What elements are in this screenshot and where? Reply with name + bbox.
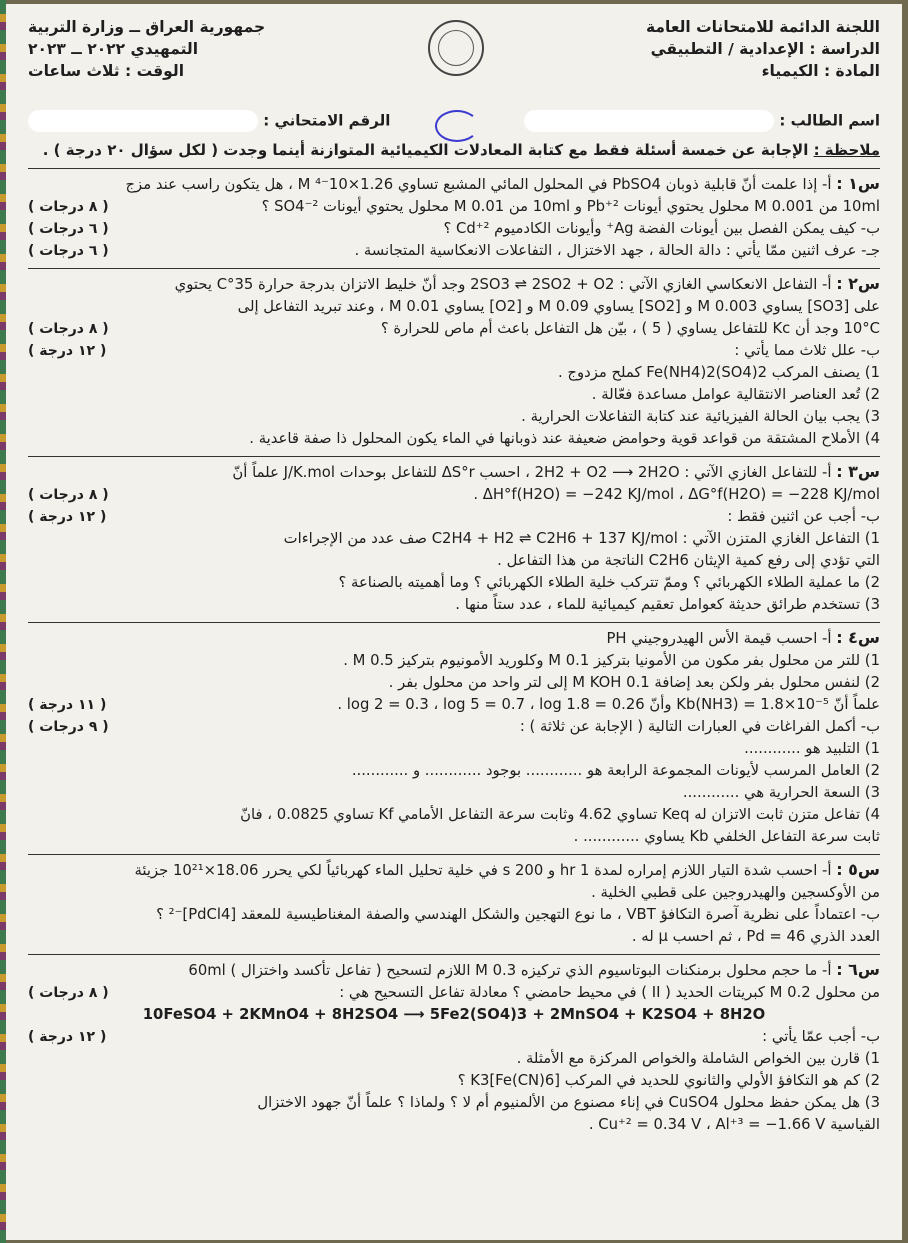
question-text: أ- احسب قيمة الأس الهيدروجيني PH — [606, 630, 832, 647]
question-line — [28, 1070, 880, 1092]
question-line — [28, 926, 880, 948]
question-line — [28, 1048, 880, 1070]
question-number: س١ : — [836, 174, 880, 193]
question-text: 1) التفاعل الغازي المتزن الآتي : C2H4 + H2 ⇌ C2H6 + 137 KJ/mol صف عدد من الإجراءات — [283, 530, 880, 547]
grade-label: ( ١١ درجة ) — [28, 697, 107, 713]
question-text: ب- كيف يمكن الفصل بين أيونات الفضة Ag⁺ وأيونات الكادميوم Cd⁺² ؟ — [443, 220, 880, 237]
question-line — [28, 782, 880, 804]
question-text: ΔH°f(H2O) = −242 KJ/mol ، ΔG°f(H2O) = −228 KJ/mol . — [473, 486, 880, 503]
committee-info — [646, 16, 880, 82]
grade-label: ( ٦ درجات ) — [28, 243, 109, 259]
year-line: التمهيدي ٢٠٢٢ ــ ٢٠٢٣ — [28, 40, 199, 58]
question-number: س٣ : — [836, 462, 880, 481]
question-text: 2) العامل المرسب لأيونات المجموعة الرابعة هو ............ بوجود ............ و ............ — [351, 762, 880, 779]
question-separator — [28, 268, 880, 269]
question-line — [28, 528, 880, 550]
question-line — [28, 627, 880, 650]
question-line — [28, 484, 880, 506]
grade-label: ( ١٢ درجة ) — [28, 1029, 107, 1045]
question-text: ثابت سرعة التفاعل الخلفي Kb يساوي ............ . — [573, 828, 880, 845]
question-separator — [28, 456, 880, 457]
question-text: على [SO3] يساوي 0.003 M و [SO2] يساوي 0.09 M و [O2] يساوي 0.01 M ، وعند تبريد التفاعل إلى — [237, 298, 880, 315]
grade-label: ( ٨ درجات ) — [28, 487, 109, 503]
question-text: من محلول 0.2 M كبريتات الحديد ( II ) في محيط حامضي ؟ معادلة تفاعل التسحيح هي : — [339, 984, 880, 1001]
grade-label: ( ٩ درجات ) — [28, 719, 109, 735]
exam-header — [28, 16, 880, 112]
question-separator — [28, 168, 880, 169]
question-block — [28, 859, 880, 948]
question-line — [28, 273, 880, 296]
question-text: التي تؤدي إلى رفع كمية الإيثان C2H6 الناتجة من هذا التفاعل . — [497, 552, 880, 569]
question-line — [28, 1114, 880, 1136]
question-text: ب- أجب عمّا يأتي : — [762, 1028, 880, 1045]
question-line — [28, 804, 880, 826]
question-line — [28, 982, 880, 1004]
question-block — [28, 461, 880, 616]
question-line — [28, 760, 880, 782]
question-text: القياسية Cu⁺² = 0.34 V ، Al⁺³ = −1.66 V . — [588, 1116, 880, 1133]
question-text: 1) للتر من محلول بفر مكون من الأمونيا بتركيز 0.1 M وكلوريد الأمونيوم بتركيز 0.5 M . — [343, 652, 880, 669]
grade-label: ( ٨ درجات ) — [28, 985, 109, 1001]
question-text: 1) قارن بين الخواص الشاملة والخواص المركزة مع الأمثلة . — [516, 1050, 880, 1067]
question-line — [28, 240, 880, 262]
question-text: 3) يجب بيان الحالة الفيزيائية عند كتابة التفاعلات الحرارية . — [521, 408, 880, 425]
committee-line: اللجنة الدائمة للامتحانات العامة — [646, 18, 880, 36]
question-line — [28, 1004, 880, 1026]
question-line — [28, 859, 880, 882]
question-line — [28, 196, 880, 218]
question-line — [28, 428, 880, 450]
subject-line: المادة : الكيمياء — [761, 62, 880, 80]
question-line — [28, 572, 880, 594]
question-text: 3) السعة الحرارية هي ............ — [682, 784, 880, 801]
question-separator — [28, 854, 880, 855]
grade-label: ( ٨ درجات ) — [28, 199, 109, 215]
question-line — [28, 1026, 880, 1048]
exam-sheet — [6, 4, 902, 1240]
exam-number-label: الرقم الامتحاني : — [263, 111, 391, 130]
grade-label: ( ١٢ درجة ) — [28, 509, 107, 525]
ministry-seal-icon — [428, 20, 484, 76]
questions-list — [28, 168, 880, 1136]
question-text: 2) ما عملية الطلاء الكهربائي ؟ وممّ تتركب خلية الطلاء الكهربائي ؟ وما أهميته بالصناعة ؟ — [338, 574, 880, 591]
question-text: 4) تفاعل متزن ثابت الاتزان له Keq تساوي 4.62 وثابت سرعة التفاعل الأمامي Kf تساوي 0.0825 ، فانّ — [240, 806, 880, 823]
ministry-info — [28, 16, 265, 82]
question-text: من الأوكسجين والهيدروجين على قطبي الخلية . — [591, 884, 880, 901]
question-line — [28, 550, 880, 572]
question-line — [28, 406, 880, 428]
question-number: س٢ : — [836, 274, 880, 293]
student-name-label: اسم الطالب : — [779, 111, 880, 130]
question-text: 1) التلبيد هو ............ — [744, 740, 880, 757]
redacted-exam-number — [28, 110, 258, 132]
question-text: أ- احسب شدة التيار اللازم إمراره لمدة 1 hr و 200 s في خلية تحليل الماء كهربائياً لكي يحرر 18.06×10²¹ جزيئة — [134, 862, 832, 879]
question-text: 2) لنفس محلول بفر ولكن بعد إضافة 0.1 M KOH إلى لتر واحد من محلول بفر . — [388, 674, 880, 691]
question-text: ب- اعتماداً على نظرية آصرة التكافؤ VBT ، ما نوع التهجين والشكل الهندسي والصفة المغناطيسية للمعقد [PdCl4]⁻² ؟ — [156, 906, 880, 923]
question-line — [28, 173, 880, 196]
redacted-name — [524, 110, 774, 132]
question-number: س٤ : — [836, 628, 880, 647]
question-line — [28, 461, 880, 484]
question-text: 3) تستخدم طرائق حديثة كعوامل تعقيم كيميائية للماء ، عدد ستاً منها . — [455, 596, 880, 613]
question-block — [28, 627, 880, 848]
question-line — [28, 362, 880, 384]
exam-number-field — [28, 110, 390, 136]
question-text: 4) الأملاح المشتقة من قواعد قوية وحوامض ضعيفة عند ذوبانها في الماء يكون المحلول ذا صفة قاعدية . — [249, 430, 880, 447]
note-text: الإجابة عن خمسة أسئلة فقط مع كتابة المعادلات الكيميائية المتوازنة أينما وجدت ( لكل سؤال ٢٠ درجة ) . — [42, 141, 809, 159]
question-text: 10°C وجد أن Kc للتفاعل يساوي ( 5 ) ، بيّن هل التفاعل باعث أم ماص للحرارة ؟ — [380, 320, 880, 337]
question-text: جـ- عرف اثنين ممّا يأتي : دالة الحالة ، جهد الاختزال ، التفاعلات الانعكاسية المتجانسة . — [354, 242, 880, 259]
question-text: 2) تُعد العناصر الانتقالية عوامل مساعدة فعّالة . — [591, 386, 880, 403]
question-line — [28, 506, 880, 528]
question-text: 2) كم هو التكافؤ الأولي والثانوي للحديد في المركب K3[Fe(CN)6] ؟ — [457, 1072, 880, 1089]
note-label: ملاحظة : — [813, 141, 880, 159]
question-line — [28, 904, 880, 926]
question-separator — [28, 954, 880, 955]
question-text: ب- أجب عن اثنين فقط : — [727, 508, 880, 525]
question-block — [28, 273, 880, 450]
question-line — [28, 1092, 880, 1114]
question-line — [28, 959, 880, 982]
question-line — [28, 882, 880, 904]
exam-note — [28, 138, 880, 162]
grade-label: ( ٨ درجات ) — [28, 321, 109, 337]
question-line — [28, 218, 880, 240]
question-line — [28, 716, 880, 738]
student-info-row — [28, 110, 880, 136]
question-text: 3) هل يمكن حفظ محلول CuSO4 في إناء مصنوع من الألمنيوم أم لا ؟ ولماذا ؟ علماً أنّ جهود الاختزال — [257, 1094, 880, 1111]
question-block — [28, 173, 880, 262]
question-line — [28, 650, 880, 672]
question-line — [28, 318, 880, 340]
question-text: أ- للتفاعل الغازي الآتي : 2H2 + O2 ⟶ 2H2O ، احسب ΔS°r للتفاعل بوحدات J/K.mol علماً أنّ — [232, 464, 832, 481]
question-line — [28, 738, 880, 760]
study-line: الدراسة : الإعدادية / التطبيقي — [650, 40, 880, 58]
question-line — [28, 672, 880, 694]
question-line — [28, 340, 880, 362]
question-text: أ- إذا علمت أنّ قابلية ذوبان PbSO4 في المحلول المائي المشبع تساوي 1.26×10⁻⁴ M ، هل يتكون راسب عند مزج — [125, 176, 832, 193]
question-text: 10FeSO4 + 2KMnO4 + 8H2SO4 ⟶ 5Fe2(SO4)3 + 2MnSO4 + K2SO4 + 8H2O — [142, 1006, 766, 1023]
question-text: ب- علل ثلاث مما يأتي : — [734, 342, 880, 359]
question-line — [28, 384, 880, 406]
question-line — [28, 694, 880, 716]
question-line — [28, 296, 880, 318]
question-line — [28, 826, 880, 848]
question-text: 10ml من 0.001 M محلول يحتوي أيونات Pb⁺² و 10ml من 0.01 M محلول يحتوي أيونات SO4⁻² ؟ — [261, 198, 880, 215]
question-text: أ- التفاعل الانعكاسي الغازي الآتي : 2SO3 ⇌ 2SO2 + O2 وجد أنّ خليط الاتزان بدرجة حرارة 35°C يحتوي — [174, 276, 832, 293]
question-text: 1) يصنف المركب Fe(NH4)2(SO4)2 كملح مزدوج . — [558, 364, 880, 381]
question-line — [28, 594, 880, 616]
question-text: العدد الذري Pd = 46 ، ثم احسب μ له . — [631, 928, 880, 945]
student-name-field — [524, 110, 880, 136]
question-text: علماً أنّ Kb(NH3) = 1.8×10⁻⁵ وأنّ log 2 = 0.3 ، log 5 = 0.7 ، log 1.8 = 0.26 . — [337, 696, 880, 713]
question-text: أ- ما حجم محلول برمنكنات البوتاسيوم الذي تركيزه 0.3 M اللازم لتسحيح ( تفاعل تأكسد واختزال ) 60ml — [188, 962, 832, 979]
question-number: س٦ : — [836, 960, 880, 979]
ministry-line: جمهورية العراق ــ وزارة التربية — [28, 18, 266, 36]
time-line: الوقت : ثلاث ساعات — [28, 62, 185, 80]
grade-label: ( ٦ درجات ) — [28, 221, 109, 237]
question-block — [28, 959, 880, 1136]
grade-label: ( ١٢ درجة ) — [28, 343, 107, 359]
question-number: س٥ : — [836, 860, 880, 879]
question-separator — [28, 622, 880, 623]
question-text: ب- أكمل الفراغات في العبارات التالية ( الإجابة عن ثلاثة ) : — [519, 718, 880, 735]
